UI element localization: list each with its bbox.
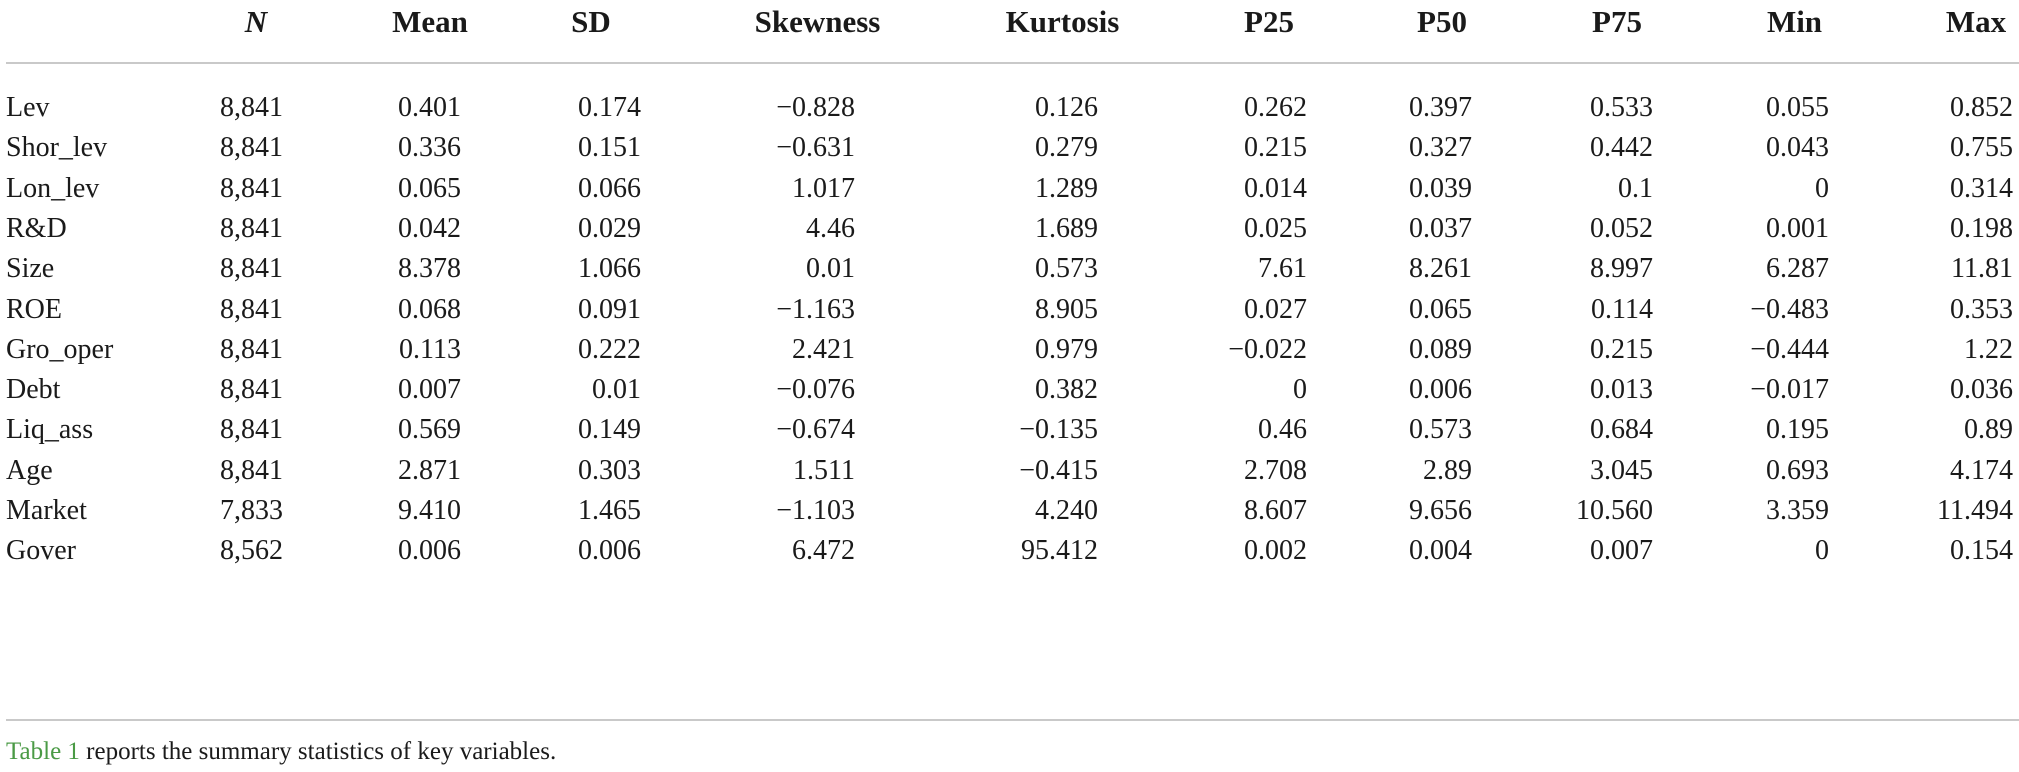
cell-skewness: −0.076 <box>776 374 855 405</box>
cell-sd: 0.222 <box>578 334 641 365</box>
cell-max: 4.174 <box>1950 455 2013 486</box>
cell-p75: 0.533 <box>1590 92 1653 123</box>
header-kurtosis: Kurtosis <box>1005 4 1120 39</box>
cell-max: 0.154 <box>1950 535 2013 566</box>
row-label: Liq_ass <box>6 414 94 445</box>
cell-n: 8,841 <box>220 213 283 244</box>
row-label: ROE <box>6 294 62 325</box>
header-max: Max <box>1945 4 2007 39</box>
cell-p50: 0.037 <box>1409 213 1472 244</box>
cell-sd: 0.029 <box>578 213 641 244</box>
cell-p50: 0.089 <box>1409 334 1472 365</box>
cell-n: 8,841 <box>220 334 283 365</box>
caption-text: reports the summary statistics of key variables. <box>79 738 557 765</box>
cell-p75: 0.114 <box>1591 294 1653 325</box>
cell-mean: 0.113 <box>399 334 461 365</box>
cell-min: 0 <box>1815 535 1829 566</box>
cell-kurtosis: 0.279 <box>1035 132 1098 163</box>
cell-p50: 9.656 <box>1409 495 1472 526</box>
cell-n: 8,841 <box>220 132 283 163</box>
cell-skewness: 4.46 <box>806 213 855 244</box>
cell-p25: −0.022 <box>1228 334 1307 365</box>
cell-kurtosis: −0.135 <box>1019 414 1098 445</box>
cell-p75: 0.215 <box>1590 334 1653 365</box>
cell-skewness: 0.01 <box>806 253 855 284</box>
table-reference-link[interactable]: Table 1 <box>6 738 80 765</box>
row-label: Lon_lev <box>6 173 100 204</box>
cell-p50: 0.004 <box>1409 535 1472 566</box>
row-label: Gover <box>6 535 76 566</box>
cell-kurtosis: 0.979 <box>1035 334 1098 365</box>
cell-min: 0.001 <box>1766 213 1829 244</box>
cell-n: 8,841 <box>220 294 283 325</box>
cell-min: −0.444 <box>1750 334 1829 365</box>
cell-min: −0.017 <box>1750 374 1829 405</box>
cell-mean: 2.871 <box>398 455 461 486</box>
cell-mean: 0.401 <box>398 92 461 123</box>
row-label: Lev <box>6 92 50 123</box>
row-label: Size <box>6 253 55 284</box>
cell-p75: 0.684 <box>1590 414 1653 445</box>
row-label: Age <box>6 455 53 486</box>
cell-sd: 0.006 <box>578 535 641 566</box>
cell-p75: 0.1 <box>1618 173 1653 204</box>
cell-kurtosis: −0.415 <box>1019 455 1098 486</box>
cell-skewness: −0.828 <box>776 92 855 123</box>
header-skewness: Skewness <box>754 4 881 39</box>
cell-max: 11.494 <box>1937 495 2013 526</box>
cell-mean: 0.006 <box>398 535 461 566</box>
cell-min: 0 <box>1815 173 1829 204</box>
cell-p25: 0 <box>1293 374 1307 405</box>
cell-mean: 0.068 <box>398 294 461 325</box>
cell-kurtosis: 0.126 <box>1035 92 1098 123</box>
cell-p25: 8.607 <box>1244 495 1307 526</box>
cell-kurtosis: 4.240 <box>1035 495 1098 526</box>
header-mean: Mean <box>392 4 468 39</box>
cell-p25: 0.014 <box>1244 173 1307 204</box>
cell-n: 8,841 <box>220 173 283 204</box>
cell-max: 0.036 <box>1950 374 2013 405</box>
table-caption <box>6 736 556 768</box>
cell-skewness: 2.421 <box>792 334 855 365</box>
row-label: R&D <box>6 213 67 244</box>
header-n: N <box>244 4 268 39</box>
cell-mean: 0.007 <box>398 374 461 405</box>
cell-p25: 0.46 <box>1258 414 1307 445</box>
cell-skewness: −0.631 <box>776 132 855 163</box>
cell-n: 8,562 <box>220 535 283 566</box>
cell-sd: 0.174 <box>578 92 641 123</box>
cell-n: 8,841 <box>220 253 283 284</box>
header-min: Min <box>1766 4 1823 39</box>
cell-p50: 2.89 <box>1423 455 1472 486</box>
cell-mean: 0.336 <box>398 132 461 163</box>
cell-p50: 0.327 <box>1409 132 1472 163</box>
cell-sd: 1.066 <box>578 253 641 284</box>
cell-p25: 0.002 <box>1244 535 1307 566</box>
cell-max: 1.22 <box>1964 334 2013 365</box>
cell-p25: 0.027 <box>1244 294 1307 325</box>
cell-p25: 7.61 <box>1258 253 1307 284</box>
cell-p50: 0.039 <box>1409 173 1472 204</box>
cell-p75: 0.052 <box>1590 213 1653 244</box>
cell-skewness: −1.163 <box>776 294 855 325</box>
cell-max: 11.81 <box>1951 253 2013 284</box>
cell-p50: 0.065 <box>1409 294 1472 325</box>
cell-p50: 8.261 <box>1409 253 1472 284</box>
cell-sd: 0.066 <box>578 173 641 204</box>
cell-p75: 0.442 <box>1590 132 1653 163</box>
cell-min: 6.287 <box>1766 253 1829 284</box>
cell-kurtosis: 0.573 <box>1035 253 1098 284</box>
cell-kurtosis: 1.289 <box>1035 173 1098 204</box>
cell-sd: 1.465 <box>578 495 641 526</box>
row-label: Market <box>6 495 87 526</box>
cell-p75: 10.560 <box>1576 495 1653 526</box>
cell-p75: 0.013 <box>1590 374 1653 405</box>
cell-sd: 0.149 <box>578 414 641 445</box>
cell-min: 3.359 <box>1766 495 1829 526</box>
cell-mean: 8.378 <box>398 253 461 284</box>
cell-p75: 0.007 <box>1590 535 1653 566</box>
cell-mean: 9.410 <box>398 495 461 526</box>
cell-skewness: −0.674 <box>776 414 855 445</box>
cell-kurtosis: 0.382 <box>1035 374 1098 405</box>
header-p75: P75 <box>1592 4 1642 39</box>
cell-p50: 0.573 <box>1409 414 1472 445</box>
cell-p50: 0.006 <box>1409 374 1472 405</box>
cell-skewness: 6.472 <box>792 535 855 566</box>
row-label: Gro_oper <box>6 334 114 365</box>
cell-p25: 0.025 <box>1244 213 1307 244</box>
cell-min: 0.055 <box>1766 92 1829 123</box>
cell-min: −0.483 <box>1750 294 1829 325</box>
row-label: Shor_lev <box>6 132 108 163</box>
cell-skewness: −1.103 <box>776 495 855 526</box>
header-p25: P25 <box>1244 4 1294 39</box>
cell-max: 0.314 <box>1950 173 2013 204</box>
cell-min: 0.693 <box>1766 455 1829 486</box>
cell-p75: 8.997 <box>1590 253 1653 284</box>
cell-max: 0.198 <box>1950 213 2013 244</box>
cell-n: 8,841 <box>220 414 283 445</box>
cell-mean: 0.065 <box>398 173 461 204</box>
cell-sd: 0.303 <box>578 455 641 486</box>
cell-mean: 0.042 <box>398 213 461 244</box>
cell-kurtosis: 8.905 <box>1035 294 1098 325</box>
cell-n: 7,833 <box>220 495 283 526</box>
cell-p25: 0.262 <box>1244 92 1307 123</box>
cell-p50: 0.397 <box>1409 92 1472 123</box>
header-sd: SD <box>571 4 611 39</box>
cell-kurtosis: 1.689 <box>1035 213 1098 244</box>
row-label: Debt <box>6 374 61 405</box>
cell-n: 8,841 <box>220 92 283 123</box>
cell-p25: 0.215 <box>1244 132 1307 163</box>
cell-kurtosis: 95.412 <box>1021 535 1098 566</box>
header-divider <box>6 62 2019 64</box>
cell-n: 8,841 <box>220 455 283 486</box>
cell-max: 0.353 <box>1950 294 2013 325</box>
cell-sd: 0.151 <box>578 132 641 163</box>
cell-mean: 0.569 <box>398 414 461 445</box>
cell-skewness: 1.511 <box>793 455 855 486</box>
cell-sd: 0.01 <box>592 374 641 405</box>
cell-max: 0.852 <box>1950 92 2013 123</box>
cell-n: 8,841 <box>220 374 283 405</box>
cell-skewness: 1.017 <box>792 173 855 204</box>
cell-max: 0.89 <box>1964 414 2013 445</box>
header-p50: P50 <box>1417 4 1467 39</box>
table-bottom-divider <box>6 719 2019 721</box>
cell-min: 0.043 <box>1766 132 1829 163</box>
cell-sd: 0.091 <box>578 294 641 325</box>
cell-min: 0.195 <box>1766 414 1829 445</box>
cell-p25: 2.708 <box>1244 455 1307 486</box>
cell-max: 0.755 <box>1950 132 2013 163</box>
cell-p75: 3.045 <box>1590 455 1653 486</box>
